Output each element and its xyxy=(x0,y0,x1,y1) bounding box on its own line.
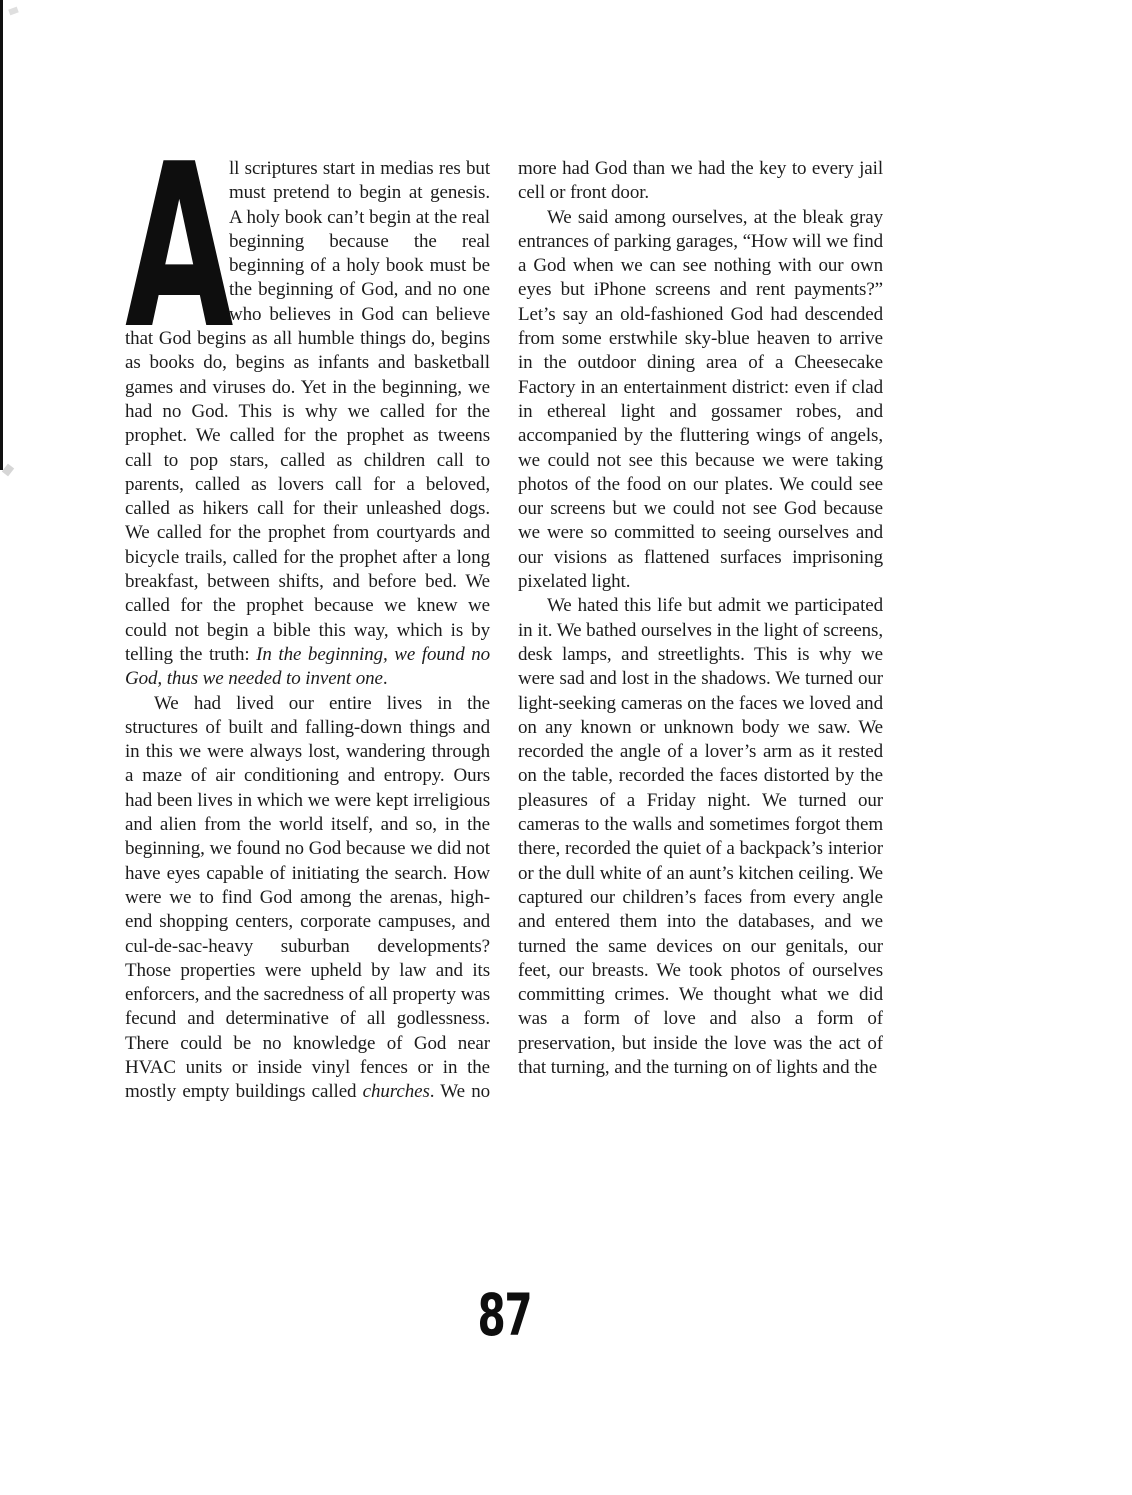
text-columns xyxy=(125,157,883,1139)
paragraph: We had lived our entire lives in the structures of built and falling-down things and in this we were always lost, wandering through a maze of air conditioning and entropy. Ours had been lives in which we were kept irreligious and alien from the world itself, and so, in the beginning, we found no God because we did not have eyes capable of initiating the search. How were we to find God among the arenas, high-end shopping centers, corporate campuses, and cul-de-sac-heavy suburban developments? Those properties were upheld by law and its enforcers, and the sacredness of all property was fecund and determinative of all godlessness. There could be no knowledge of God near HVAC units or inside vinyl fences or in the mostly empty buildings called churches. We no more had God than we had the key to every jail cell or front door. xyxy=(125,158,883,1103)
svg-text:A: A xyxy=(125,157,234,380)
page-number-container xyxy=(125,1281,883,1349)
scan-speck-artifact xyxy=(2,464,14,477)
paragraph: We hated this life but admit we participated in it. We bathed ourselves in the light of screens, desk lamps, and streetlights. This is why we were sad and lost in the shadows. We turned our light-seeking cameras on the faces we loved and on any known or unknown body we saw. We recorded the angle of a lover’s arm as it rested on the table, recorded the faces distorted by the pleasures of a Friday night. We turned our cameras to the walls and sometimes forgot them there, recorded the quiet of a backpack’s interior or the dull white of an aunt’s kitchen ceiling. We captured our children’s faces from every angle and entered them into the databases, and we turned the same devices on our genitals, our feet, our breasts. We took photos of ourselves committing crimes. We thought what we did was a form of love and also a form of preservation, but inside the love was the act of that turning, and the turning on of lights and the xyxy=(518,595,883,1078)
italic-phrase: In the beginning, we found no God, thus we needed to invent one xyxy=(125,643,491,690)
paragraph: We said among ourselves, at the bleak gray entrances of parking garages, “How will we find a God when we can see nothing with our own eyes but iPhone screens and rent payments?” Let’s say an old-fashioned God had descended from some erstwhile sky-blue heaven to arrive in the outdoor dining area of a Cheesecake Factory in an entertainment district: even if clad in ethereal light and gossamer robes, and accompanied by the fluttering wings of angels, we could not see this because we were taking photos of the food on our plates. We could see our screens but we could not see God because we were so committed to seeing ourselves and our visions as flattened surfaces imprisoning pixelated light. xyxy=(518,206,883,593)
paragraph: A ll scriptures start in medias res but must pretend to begin at genesis. A holy book can’t begin at the real beginning because the real beginning of a holy book must be the beginning of God, and no one who believes in God can believe that God begins as all humble things do, begins as books do, begins as infants and basketball games and viruses do. Yet in the beginning, we had no God. This is why we called for the prophet. We called for the prophet as tweens call to pop stars, called as children call to parents, called as lovers call for a beloved, called as hikers call for their unleashed dogs. We called for the prophet from courtyards and bicycle trails, called for the prophet after a long breakfast, between shifts, and before bed. We called for the prophet because we knew we could not begin a bible this way, which is by telling the truth: In the beginning, we found no God, thus we needed to invent one. xyxy=(125,157,490,692)
scan-speck-top-artifact xyxy=(8,7,19,16)
drop-cap xyxy=(125,157,234,380)
italic-phrase: churches xyxy=(362,1081,430,1103)
page-number: 87 xyxy=(477,1281,531,1349)
scan-edge-artifact xyxy=(0,0,3,470)
